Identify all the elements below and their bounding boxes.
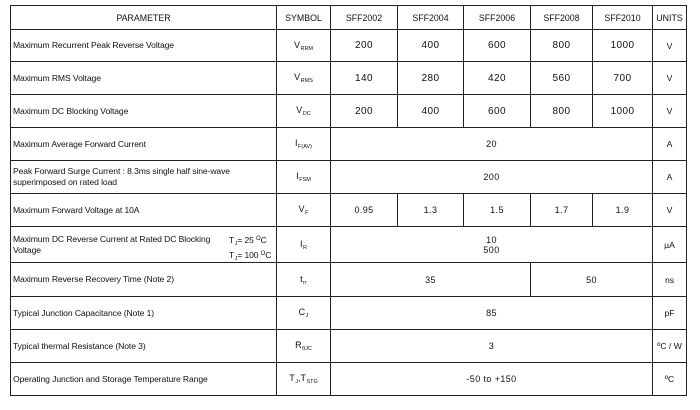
value-cell: 400 bbox=[398, 95, 464, 128]
unit-cell: V bbox=[653, 95, 687, 128]
symbol-subscript: RRM bbox=[300, 45, 314, 52]
header-model-3: SFF2006 bbox=[464, 6, 531, 30]
symbol-cell bbox=[277, 263, 331, 297]
value-25c: 10 bbox=[486, 234, 497, 245]
cond-t: T bbox=[229, 234, 235, 245]
value-cell: 1.7 bbox=[531, 194, 593, 227]
symbol-main: V bbox=[298, 204, 305, 214]
symbol-cell bbox=[277, 161, 331, 194]
value-cell: 280 bbox=[398, 62, 464, 95]
value-cell: 200 bbox=[331, 161, 653, 194]
header-symbol: SYMBOL bbox=[277, 6, 331, 30]
table-row bbox=[11, 161, 687, 194]
parameter-line-1: Peak Forward Surge Current : 8.3ms single half sine-wave bbox=[13, 166, 230, 176]
table-row bbox=[11, 330, 687, 363]
value-cell: 700 bbox=[593, 62, 653, 95]
header-model-5: SFF2010 bbox=[593, 6, 653, 30]
table-row bbox=[11, 363, 687, 396]
value-cell: 3 bbox=[331, 330, 653, 363]
cond-value: = 100 bbox=[237, 249, 261, 260]
degree-mark: O bbox=[256, 235, 261, 242]
symbol-cell bbox=[277, 227, 331, 263]
symbol-main: R bbox=[295, 340, 302, 350]
cond-subscript: J bbox=[234, 240, 238, 247]
value-cell: 35 bbox=[331, 263, 531, 297]
parameter-cell: Maximum Average Forward Current bbox=[11, 128, 277, 161]
symbol-main: V bbox=[294, 72, 301, 82]
value-cell: 1000 bbox=[593, 30, 653, 62]
parameter-cell: Operating Junction and Storage Temperature Range bbox=[11, 363, 277, 396]
cond-unit: C bbox=[265, 249, 272, 260]
table-row bbox=[11, 30, 687, 62]
symbol-cell bbox=[277, 128, 331, 161]
value-cell: -50 to +150 bbox=[331, 363, 653, 396]
parameter-cell: Maximum DC Blocking Voltage bbox=[11, 95, 277, 128]
table-row bbox=[11, 263, 687, 297]
value-cell: 1.9 bbox=[593, 194, 653, 227]
cond-value: = 25 bbox=[237, 234, 256, 245]
table-row bbox=[11, 227, 687, 263]
header-parameter: PARAMETER bbox=[11, 6, 277, 30]
symbol-main: I bbox=[295, 138, 298, 148]
symbol-main: I bbox=[296, 171, 299, 181]
unit-cell: ns bbox=[653, 263, 687, 297]
parameter-cell bbox=[11, 161, 277, 194]
condition-25c bbox=[229, 234, 271, 249]
symbol-main: T bbox=[289, 373, 295, 383]
parameter-cell: Maximum RMS Voltage bbox=[11, 62, 277, 95]
parameter-cell: Typical thermal Resistance (Note 3) bbox=[11, 330, 277, 363]
value-cell: 1.3 bbox=[398, 194, 464, 227]
value-100c: 500 bbox=[483, 244, 500, 255]
parameter-line-2: superimposed on rated load bbox=[13, 177, 117, 187]
value-cell: 0.95 bbox=[331, 194, 398, 227]
symbol-main-2: ,T bbox=[297, 373, 306, 383]
parameter-line-1: Maximum DC Reverse Current at Rated DC Blocking bbox=[13, 233, 211, 244]
unit-cell: V bbox=[653, 30, 687, 62]
symbol-subscript: θJC bbox=[302, 346, 312, 352]
symbol-cell bbox=[277, 62, 331, 95]
unit-cell: A bbox=[653, 161, 687, 194]
value-cell: 200 bbox=[331, 95, 398, 128]
value-cell: 20 bbox=[331, 128, 653, 161]
condition-100c bbox=[229, 249, 271, 263]
unit-cell: V bbox=[653, 194, 687, 227]
diode-specifications-table bbox=[10, 5, 687, 396]
cond-unit: C bbox=[260, 234, 267, 245]
parameter-cell: Maximum Recurrent Peak Reverse Voltage bbox=[11, 30, 277, 62]
symbol-main: V bbox=[293, 39, 300, 50]
value-cell: 140 bbox=[331, 62, 398, 95]
unit-cell: ºC bbox=[653, 363, 687, 396]
unit-cell: µA bbox=[653, 227, 687, 263]
table-row bbox=[11, 62, 687, 95]
value-cell: 400 bbox=[398, 30, 464, 62]
specs-table-container bbox=[10, 5, 687, 396]
table-row bbox=[11, 128, 687, 161]
parameter-cell: Maximum Forward Voltage at 10A bbox=[11, 194, 277, 227]
value-cell: 1000 bbox=[593, 95, 653, 128]
header-model-4: SFF2008 bbox=[531, 6, 593, 30]
symbol-main: V bbox=[296, 105, 303, 115]
table-row bbox=[11, 297, 687, 330]
symbol-main: t bbox=[300, 273, 303, 284]
value-cell: 600 bbox=[464, 95, 531, 128]
table-row bbox=[11, 194, 687, 227]
temperature-conditions bbox=[229, 234, 271, 263]
symbol-subscript: DC bbox=[302, 111, 311, 117]
parameter-with-conditions bbox=[13, 233, 274, 262]
value-cell: 1.5 bbox=[464, 194, 531, 227]
symbol-subscript: F bbox=[305, 210, 309, 216]
parameter-cell: Maximum Reverse Recovery Time (Note 2) bbox=[11, 263, 277, 297]
cond-t: T bbox=[229, 249, 235, 260]
value-cell: 600 bbox=[464, 30, 531, 62]
value-cell: 200 bbox=[331, 30, 398, 62]
symbol-subscript: J bbox=[305, 313, 309, 319]
unit-cell: ºC / W bbox=[653, 330, 687, 363]
symbol-cell bbox=[277, 297, 331, 330]
value-cell: 420 bbox=[464, 62, 531, 95]
value-cell bbox=[331, 227, 653, 263]
cond-subscript: J bbox=[234, 255, 238, 262]
symbol-subscript: J bbox=[295, 379, 298, 385]
table-row bbox=[11, 95, 687, 128]
symbol-subscript: R bbox=[303, 244, 307, 251]
unit-cell: pF bbox=[653, 297, 687, 330]
symbol-cell bbox=[277, 330, 331, 363]
unit-cell: V bbox=[653, 62, 687, 95]
value-cell: 560 bbox=[531, 62, 593, 95]
symbol-cell bbox=[277, 363, 331, 396]
degree-mark: O bbox=[260, 250, 266, 257]
header-model-1: SFF2002 bbox=[331, 6, 398, 30]
symbol-main: I bbox=[300, 238, 303, 249]
symbol-main: C bbox=[298, 307, 306, 317]
value-cell: 800 bbox=[531, 30, 593, 62]
parameter-cell: Typical Junction Capacitance (Note 1) bbox=[11, 297, 277, 330]
value-cell: 800 bbox=[531, 95, 593, 128]
symbol-subscript: RMS bbox=[300, 78, 313, 84]
symbol-subscript: rr bbox=[303, 279, 307, 286]
unit-cell: A bbox=[653, 128, 687, 161]
header-units: UNITS bbox=[653, 6, 687, 30]
parameter-cell bbox=[11, 227, 277, 263]
value-cell: 50 bbox=[531, 263, 653, 297]
symbol-cell bbox=[277, 194, 331, 227]
symbol-subscript: F(AV) bbox=[298, 144, 312, 150]
symbol-subscript: FSM bbox=[299, 177, 311, 183]
symbol-cell bbox=[277, 30, 331, 62]
value-cell: 85 bbox=[331, 297, 653, 330]
header-model-2: SFF2004 bbox=[398, 6, 464, 30]
header-row bbox=[11, 6, 687, 30]
symbol-subscript-2: STG bbox=[306, 379, 318, 385]
parameter-line-2: Voltage bbox=[13, 244, 41, 255]
symbol-cell bbox=[277, 95, 331, 128]
